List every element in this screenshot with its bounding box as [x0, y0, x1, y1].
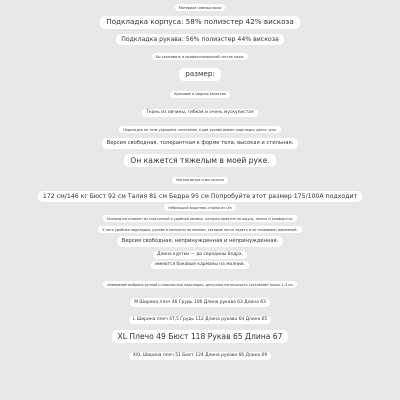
wind-line: Мягкая ветра и мы прочно	[172, 177, 228, 184]
fit-line: Версия свободная, толерантная к форме тела, высокая и стильная.	[102, 138, 299, 148]
weight-line: Он кажется тяжелым в моей руке.	[124, 154, 275, 167]
material-detail-line: Nuxiang изготовлен из эластичной и удобной овчины, которая приятна на ощупь, нежна и комфортна.	[103, 215, 297, 222]
size-xl-line: XL Плечо 49 Бюст 118 Рукав 65 Длина 67	[112, 330, 289, 343]
length-line: Длина куртки — до середины бедра,	[153, 251, 247, 259]
size-m-line: M Ширина плеч 46 Грудь 106 Длина рукава 63 Длина 63	[130, 298, 270, 306]
size-xxl-line: XXL Ширина плеч 51 Бюст 124 Длина рукава 66 Длина 69	[129, 352, 271, 360]
quality-line: Красивое и модное качество	[170, 91, 230, 98]
sleeve-lining-line: Подкладка рукава: 56% полиэстер 44% вискоза	[116, 34, 284, 45]
size-heading: размер:	[179, 68, 221, 81]
model-size-line: 172 см/146 кг Бюст 92 см Талия 81 см Бедра 95 см Попробуйте этот размер 175/100A подходит	[38, 191, 362, 202]
measurement-note-line: Измерение выбрано ручной и плоскостью подкладки, допускаю погрешность составляет около 1-3 см	[103, 281, 296, 288]
care-line: Бы ухаживать в профессиональной чистке кожи.	[152, 53, 249, 60]
fabric-line: Ткань из овчины, гибкая и очень мускулистая	[142, 109, 257, 117]
pockets-line: имеются боковые карманы на молнии.	[151, 261, 249, 269]
body-lining-line: Подкладка корпуса: 58% полиэстер 42% вискоза	[100, 16, 300, 29]
collar-line: Небольшой воротник-стойка из Qin	[164, 204, 236, 211]
version-line: Версия свободная, непринужденная и непринужденная.	[117, 236, 284, 246]
lining-logo-line: Подкладка на теле украшена логотипом, а два рукава имеют подкладку цвета чунь.	[119, 126, 281, 133]
size-l-line: L Ширина плеч 47,5 Грудь 112 Длина рукава 64 Длина 65	[129, 316, 271, 324]
material-line: Материал: овечья кожа	[175, 4, 225, 11]
lining-detail-line: У него удобная подкладка, рукава и манжеты на молнии, которые легко надеть и не сковывают движений.	[98, 226, 301, 233]
